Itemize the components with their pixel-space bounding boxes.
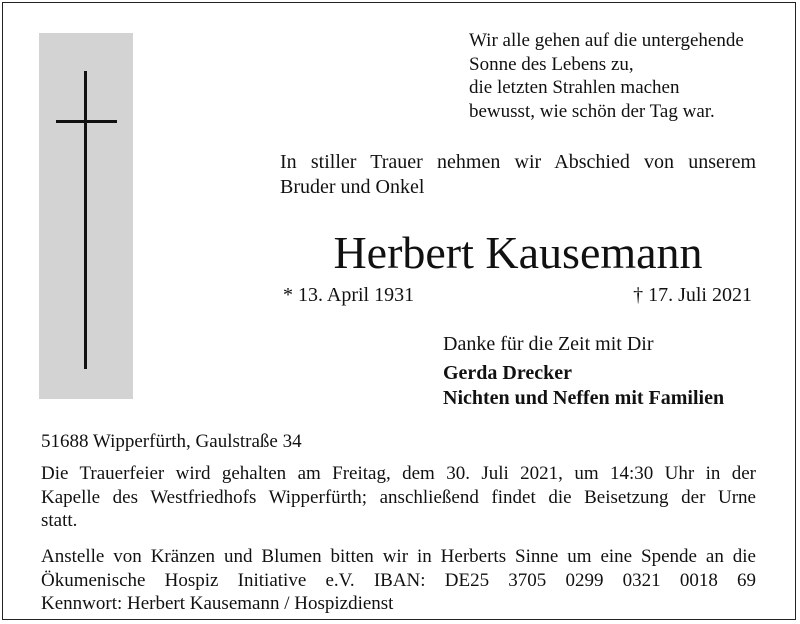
donation-line: Ökumenische Hospiz Initiative e.V. IBAN: DE25 3705 0299 0321 0018 69 xyxy=(41,569,756,591)
mourner-name: Nichten und Neffen mit Familien xyxy=(443,387,725,409)
intro-line: In stiller Trauer nehmen wir Abschied von unserem xyxy=(280,151,756,173)
funeral-line: statt. xyxy=(41,510,78,531)
poem-line: die letzten Strahlen machen xyxy=(469,77,680,98)
donation-info xyxy=(41,545,756,616)
cross-panel xyxy=(39,33,133,399)
poem-line: Wir alle gehen auf die untergehende xyxy=(469,30,744,51)
donation-line: Anstelle von Kränzen und Blumen bitten wir in Herberts Sinne um eine Spende an die xyxy=(41,546,756,567)
cross-icon-horizontal xyxy=(56,120,117,123)
intro-text xyxy=(280,150,756,200)
birth-date: * 13. April 1931 xyxy=(283,284,415,306)
death-date: † 17. Juli 2021 xyxy=(633,284,752,306)
address: 51688 Wipperfürth, Gaulstraße 34 xyxy=(41,431,302,452)
donation-line: Kennwort: Herbert Kausemann / Hospizdienst xyxy=(41,593,394,614)
funeral-line: Kapelle des Westfriedhofs Wipperfürth; anschließend findet die Beisetzung der Urne xyxy=(41,486,756,508)
poem xyxy=(469,29,789,123)
poem-line: Sonne des Lebens zu, xyxy=(469,53,634,75)
funeral-info xyxy=(41,462,756,533)
cross-icon-vertical xyxy=(84,71,87,369)
poem-line: bewusst, wie schön der Tag war. xyxy=(469,100,715,122)
deceased-name: Herbert Kausemann xyxy=(333,227,703,278)
intro-line: Bruder und Onkel xyxy=(280,176,425,198)
mourner-name: Gerda Drecker xyxy=(443,362,573,384)
thanks-line: Danke für die Zeit mit Dir xyxy=(443,333,654,355)
funeral-line: Die Trauerfeier wird gehalten am Freitag, dem 30. Juli 2021, um 14:30 Uhr in der xyxy=(41,463,756,484)
